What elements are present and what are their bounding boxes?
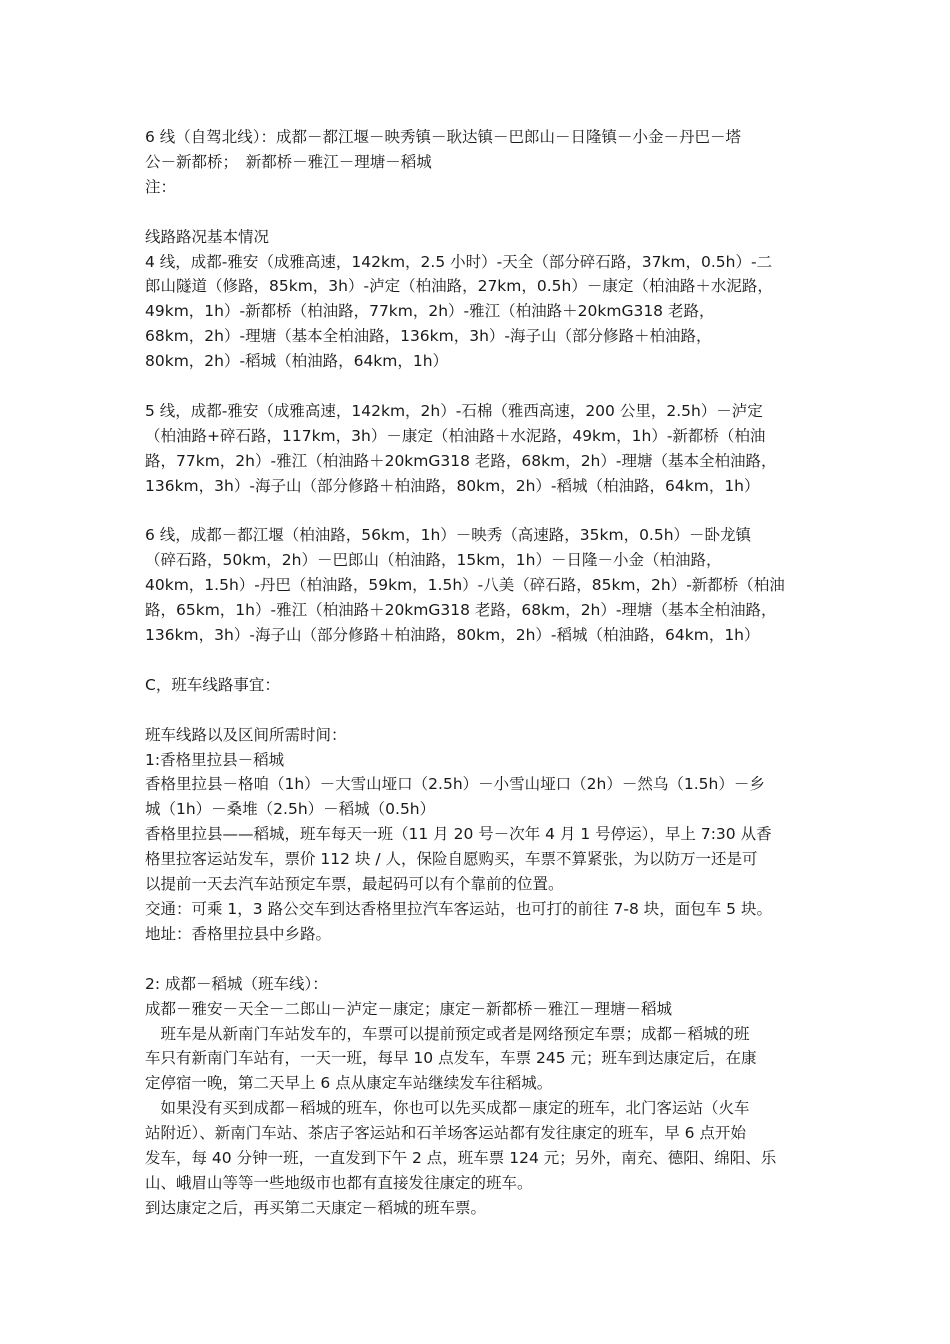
text-line: 郎山隧道（修路，85km，3h）-泸定（柏油路，27km，0.5h）－康定（柏油路＋水泥路， [145, 277, 773, 296]
text-line: 站附近）、新南门车站、茶店子客运站和石羊场客运站都有发往康定的班车，早 6 点开始 [145, 1124, 746, 1143]
text-line: 路，65km，1h）-雅江（柏油路＋20kmG318 老路，68km，2h）-理塘（基本全柏油路， [145, 601, 777, 620]
text-line: 城（1h）－桑堆（2.5h）－稻城（0.5h） [145, 800, 436, 819]
text-line: 以提前一天去汽车站预定车票，最起码可以有个靠前的位置。 [145, 875, 564, 894]
text-line: 成都－雅安－天全－二郎山－泸定－康定；康定－新都桥－雅江－理塘－稻城 [145, 999, 673, 1018]
text-line: （柏油路+碎石路，117km，3h）－康定（柏油路＋水泥路，49km，1h）-新都桥（柏油 [145, 426, 766, 445]
blank-line [145, 499, 815, 524]
text-line: 6 线，成都－都江堰（柏油路，56km，1h）－映秀（高速路，35km，0.5h）－卧龙镇 [145, 526, 752, 545]
text-line: C，班车线路事宜： [145, 675, 280, 694]
text-line: 线路路况基本情况 [145, 227, 270, 246]
text-line: 到达康定之后，再买第二天康定－稻城的班车票。 [145, 1198, 487, 1217]
text-line: 交通：可乘 1，3 路公交车到达香格里拉汽车客运站，也可打的前往 7-8 块，面包车 5 块。 [145, 900, 772, 919]
text-line: 定停宿一晚，第二天早上 6 点从康定车站继续发车往稻城。 [145, 1074, 553, 1093]
text-line: 80km，2h）-稻城（柏油路，64km，1h） [145, 352, 449, 371]
blank-line [145, 648, 815, 673]
text-line: 地址：香格里拉县中乡路。 [145, 924, 332, 943]
text-line: 发车，每 40 分钟一班，一直发到下午 2 点，班车票 124 元；另外，南充、德阳、绵阳、乐 [145, 1149, 777, 1168]
text-line: 如果没有买到成都－稻城的班车，你也可以先买成都－康定的班车，北门客运站（火车 [145, 1099, 750, 1118]
text-line: 山、峨眉山等等一些地级市也都有直接发往康定的班车。 [145, 1173, 533, 1192]
text-line: 公－新都桥； 新都桥－雅江－理塘－稻城 [145, 152, 432, 171]
document-body [145, 125, 815, 1221]
text-line: 香格里拉县——稻城，班车每天一班（11 月 20 号－次年 4 月 1 号停运），早上 7:30 从香 [145, 825, 772, 844]
blank-line [145, 374, 815, 399]
text-line: 136km，3h）-海子山（部分修路＋柏油路，80km，2h）-稻城（柏油路，64km，1h） [145, 626, 760, 645]
text-line: 车只有新南门车站有，一天一班，每早 10 点发车，车票 245 元；班车到达康定后，在康 [145, 1049, 757, 1068]
text-line: 1:香格里拉县－稻城 [145, 750, 285, 769]
text-line: 40km，1.5h）-丹巴（柏油路，59km，1.5h）-八美（碎石路，85km，2h）-新都桥（柏油 [145, 576, 785, 595]
text-line: （碎石路，50km，2h）－巴郎山（柏油路，15km，1h）－日隆－小金（柏油路， [145, 551, 722, 570]
text-line: 格里拉客运站发车，票价 112 块 / 人，保险自愿购买，车票不算紧张，为以防万一还是可 [145, 850, 758, 869]
text-line: 班车是从新南门车站发车的，车票可以提前预定或者是网络预定车票；成都－稻城的班 [145, 1024, 750, 1043]
text-line: 班车线路以及区间所需时间： [145, 725, 347, 744]
blank-line [145, 200, 815, 225]
text-line: 68km，2h）-理塘（基本全柏油路，136km，3h）-海子山（部分修路＋柏油路， [145, 327, 712, 346]
text-line: 49km，1h）-新都桥（柏油路，77km，2h）-雅江（柏油路＋20kmG318 老路， [145, 302, 715, 321]
text-line: 2: 成都－稻城（班车线）： [145, 974, 328, 993]
text-line: 6 线（自驾北线）：成都－都江堰－映秀镇－耿达镇－巴郎山－日隆镇－小金－丹巴－塔 [145, 128, 742, 146]
text-line: 香格里拉县－格咱（1h）－大雪山垭口（2.5h）－小雪山垭口（2h）－然乌（1.5h）－乡 [145, 775, 765, 794]
text-line: 路，77km，2h）-雅江（柏油路＋20kmG318 老路，68km，2h）-理塘（基本全柏油路， [145, 451, 777, 470]
text-line: 5 线，成都-雅安（成雅高速，142km，2h）-石棉（雅西高速，200 公里，2.5h）－泸定 [145, 401, 763, 420]
blank-line [145, 698, 815, 723]
text-line: 注： [145, 177, 177, 196]
blank-line [145, 947, 815, 972]
text-line: 4 线，成都-雅安（成雅高速，142km，2.5 小时）-天全（部分碎石路，37km，0.5h）-二 [145, 252, 773, 271]
text-line: 136km，3h）-海子山（部分修路＋柏油路，80km，2h）-稻城（柏油路，64km，1h） [145, 476, 760, 495]
